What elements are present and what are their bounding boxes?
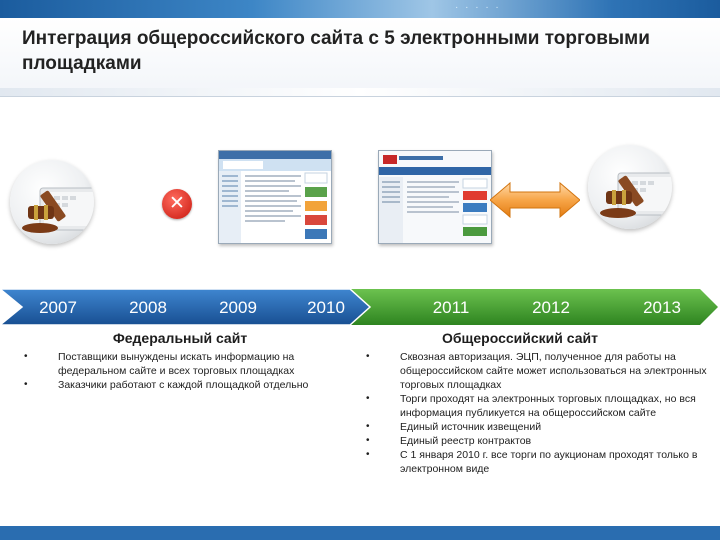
- federal-site-screenshot: [218, 150, 332, 244]
- title-bar: [0, 18, 720, 97]
- list-item: • Торги проходят на электронных торговых площадках, но вся информация публикуется на общероссийском сайте: [366, 392, 710, 420]
- federal-site-bullet-list: [24, 350, 344, 392]
- error-x-glyph: ✕: [169, 193, 185, 214]
- gavel-icon: [588, 145, 672, 229]
- list-item: • Сквозная авторизация. ЭЦП, полученное для работы на общероссийском сайте может использоваться на электронных торговых площадках: [366, 350, 710, 392]
- double-arrow-icon: [490, 181, 580, 219]
- list-item: • Единый реестр контрактов: [366, 434, 710, 448]
- list-item: • Заказчики работают с каждой площадкой отдельно: [24, 378, 344, 392]
- list-item: • С 1 января 2010 г. все торги по аукционам проходят только в электронном виде: [366, 448, 710, 476]
- timeline-year-2013: 2013: [643, 298, 681, 317]
- decorative-dots: · · · · ·: [455, 2, 501, 13]
- all-russian-site-bullet-list: [366, 350, 710, 476]
- auction-gavel-image-left: [10, 160, 94, 244]
- top-decoration-band: [0, 0, 720, 18]
- timeline-year-2010: 2010: [307, 298, 345, 317]
- list-item: • Единый источник извещений: [366, 420, 710, 434]
- page-title: Интеграция общероссийского сайта с 5 электронными торговыми площадками: [22, 28, 650, 74]
- timeline-bar: [0, 285, 720, 329]
- timeline-year-2012: 2012: [532, 298, 570, 317]
- all-russian-site-heading: Общероссийский сайт: [442, 330, 598, 346]
- footer-band: [0, 526, 720, 540]
- all-russian-site-screenshot: [378, 150, 492, 244]
- title-wave-decoration: [0, 88, 720, 96]
- gavel-icon: [10, 160, 94, 244]
- federal-site-heading: Федеральный сайт: [112, 330, 248, 346]
- timeline-year-2007: 2007: [39, 298, 77, 317]
- auction-gavel-image-right: [588, 145, 672, 229]
- list-item: • Поставщики вынуждены искать информацию на федеральном сайте и всех торговых площадках: [24, 350, 344, 378]
- timeline-year-2009: 2009: [219, 298, 257, 317]
- timeline-year-2008: 2008: [129, 298, 167, 317]
- timeline-year-2011: 2011: [432, 298, 470, 317]
